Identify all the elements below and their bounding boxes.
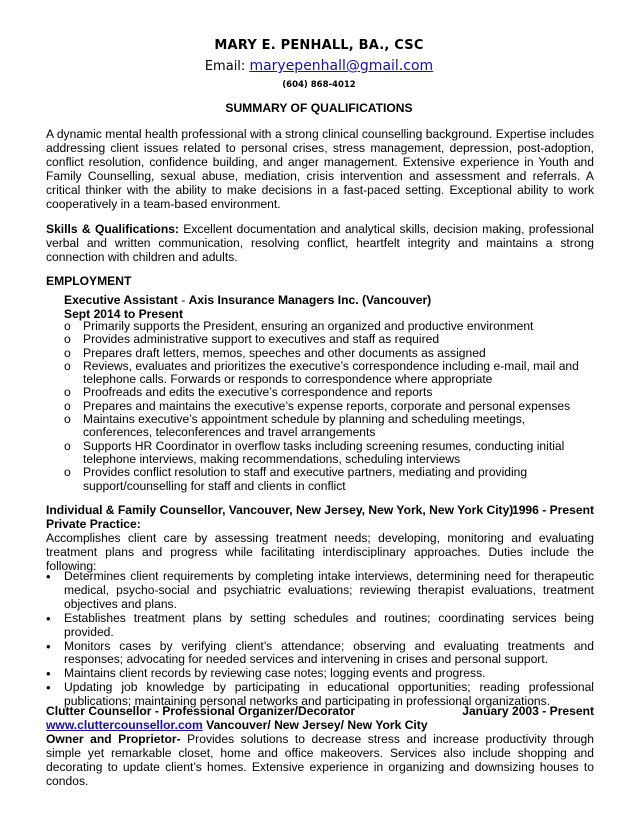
summary-paragraph: A dynamic mental health professional with a strong clinical counselling background. Expertise includes addressing client issues related to personal crises, stress management, depression, post-adoption, conflict resolution, confidence building, and anger management. Extensive experience in Youth and Family Counselling, sexual abuse, mediation, crisis intervention and assessment and referrals. A critical thinker with the ability to make decisions in a fast-paced setting. Exceptional ability to work cooperatively in a team-based environment. — [46, 127, 594, 212]
job3-role-label: Owner and Proprietor- — [46, 732, 181, 746]
bullet-icon: o — [64, 438, 71, 453]
job2-duties-list — [46, 570, 594, 709]
list-item: o Provides administrative support to executives and staff as required — [64, 332, 440, 347]
list-item: • Establishes treatment plans by setting schedules and routines; coordinating services being provided. — [46, 610, 594, 639]
job3-website-line — [46, 718, 428, 732]
bullet-icon: o — [64, 332, 71, 347]
job3-role-text: Provides solutions to decrease stress and increase productivity through simple yet remarkable closet, home and office makeovers. Services also include shopping and decorating to update client’s homes. Extensive experience in organizing and downsizing houses to condos. — [46, 732, 595, 789]
job2-location: , Vancouver, New Jersey, New York, New York City) — [222, 503, 514, 517]
bullet-icon: o — [64, 465, 71, 480]
email-label: Email: — [204, 59, 250, 74]
list-item: o Reviews, evaluates and prioritizes the executive’s correspondence including e-mail, mail and telephone calls. Forwards or responds to correspondence where appropriate — [64, 358, 579, 387]
job1-title: Executive Assistant — [64, 293, 178, 307]
job3-locations: Vancouver/ New Jersey/ New York City — [202, 718, 428, 732]
summary-heading: SUMMARY OF QUALIFICATIONS — [225, 101, 413, 115]
phone-number: (604) 868-4012 — [282, 80, 356, 90]
list-item: • Updating job knowledge by participating in educational opportunities; reading professional publications; maintaining personal networks and participating in professional organizations. — [46, 680, 594, 709]
bullet-icon: o — [64, 385, 71, 400]
job3-description — [46, 732, 594, 788]
job2-title: Individual & Family Counsellor — [46, 503, 223, 517]
list-item: • Monitors cases by verifying client’s attendance; observing and evaluating treatments and responses; advocating for needed services and intervening in crises and personal support. — [46, 638, 594, 667]
job1-company: Axis Insurance Managers Inc. (Vancouver) — [188, 293, 432, 307]
list-item: • Determines client requirements by completing intake interviews, determining need for therapeutic medical, psycho-social and psychiatric evaluations; reviewing therapist evaluations, treatment objectives and plans. — [46, 569, 594, 611]
email-line — [0, 58, 638, 74]
employment-heading: EMPLOYMENT — [46, 274, 132, 288]
job1-dates: Sept 2014 to Present — [64, 307, 183, 321]
job3-dates: January 2003 - Present — [462, 704, 594, 718]
bullet-icon: • — [46, 610, 51, 626]
job1-header — [64, 293, 431, 321]
list-item: • Maintains client records by reviewing case notes; logging events and progress. — [46, 666, 486, 682]
list-item: o Maintains executive’s appointment schedule by planning and scheduling meetings, conferences, teleconferences and travel arrangements — [64, 412, 526, 440]
bullet-icon: o — [64, 358, 71, 373]
job1-separator: - — [177, 293, 189, 307]
job2-subtitle: Private Practice: — [46, 517, 141, 531]
job1-title-line — [64, 293, 431, 307]
candidate-name: MARY E. PENHALL, BA., CSC — [214, 38, 424, 53]
job2-summary: Accomplishes client care by assessing treatment needs; developing, monitoring and evaluating treatment plans and progress while facilitating interdisciplinary approaches. Duties include the following: — [46, 531, 594, 574]
bullet-icon: o — [64, 319, 71, 333]
job1-duties-list — [64, 320, 584, 493]
list-item: o Provides conflict resolution to staff and executive partners, mediating and providing support/counselling for staff and clients in conflict — [64, 465, 528, 493]
job2-header-row — [46, 503, 594, 517]
bullet-icon: o — [64, 345, 71, 360]
job3-title: Clutter Counsellor - Professional Organizer/Decorator — [46, 704, 356, 718]
bullet-icon: • — [46, 680, 51, 696]
bullet-icon: o — [64, 412, 71, 427]
bullet-icon: • — [46, 666, 51, 682]
list-item: o Proofreads and edits the executive’s correspondence and reports — [64, 385, 433, 400]
bullet-icon: • — [46, 638, 51, 654]
skills-text: Excellent documentation and analytical skills, decision making, professional verbal and written communication, resolving conflict, heartfelt integrity and maintains a strong connection with children and adults. — [46, 222, 594, 265]
bullet-icon: • — [46, 569, 51, 584]
list-item: o Prepares and maintains the executive’s expense reports, corporate and personal expenses — [64, 398, 571, 413]
list-item: o Supports HR Coordinator in overflow tasks including screening resumes, conducting initial telephone interviews, making recommendations, scheduling interviews — [64, 438, 565, 466]
list-item: o Primarily supports the President, ensuring an organized and productive environment — [64, 319, 534, 333]
website-link[interactable]: www.cluttercounsellor.com — [46, 718, 203, 732]
email-link[interactable]: maryepenhall@gmail.com — [249, 58, 434, 74]
bullet-icon: o — [64, 398, 71, 413]
list-item: o Prepares draft letters, memos, speeches and other documents as assigned — [64, 345, 486, 360]
job2-dates: 1996 - Present — [511, 503, 594, 517]
skills-label: Skills & Qualifications: — [46, 222, 179, 236]
job3-header-row — [46, 704, 594, 718]
skills-paragraph — [46, 222, 594, 264]
